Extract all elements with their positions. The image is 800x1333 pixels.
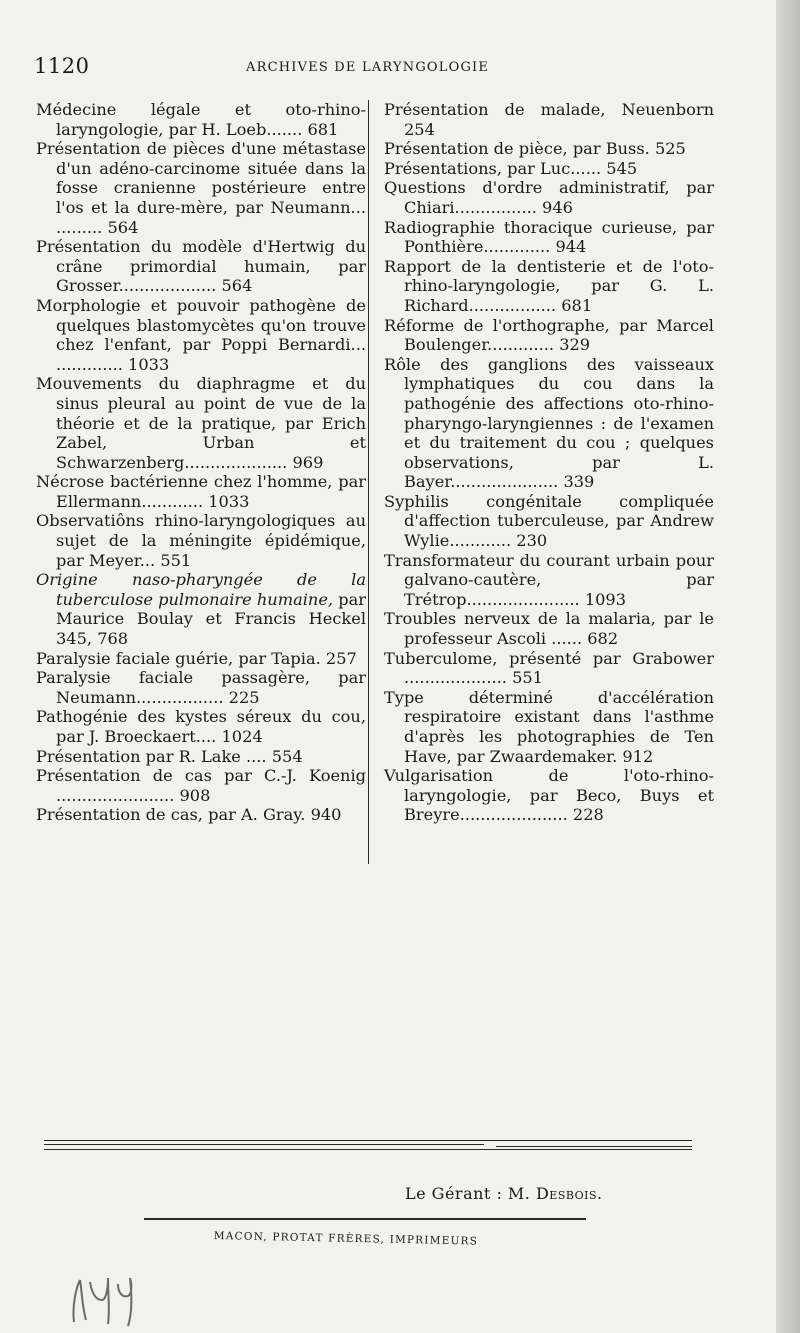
- entry-page-ref: 329: [559, 335, 591, 355]
- index-entry: [36, 747, 366, 767]
- entry-text: Mouvements du diaphragme et du sinus pleural au point de vue de la théorie et de la pratique, par Erich Zabel, Urban et Schwarzenberg....................: [36, 374, 366, 472]
- entry-page-ref: 554: [271, 746, 303, 766]
- entry-page-ref: 681: [307, 119, 339, 139]
- entry-page-ref: 525: [654, 139, 686, 159]
- entry-page-ref: 682: [587, 629, 619, 649]
- index-entry: [384, 218, 714, 257]
- index-entry: [36, 100, 366, 139]
- index-entry: [36, 296, 366, 374]
- entry-page-ref: 257: [325, 648, 357, 668]
- index-entry: [36, 649, 366, 669]
- manager-line: [405, 1184, 603, 1203]
- entry-page-ref: 1033: [128, 354, 170, 374]
- entry-text: Présentation de malade, Neuenborn: [384, 100, 714, 119]
- entry-page-ref: 345, 768: [56, 629, 129, 649]
- index-entry: [384, 551, 714, 610]
- entry-text: Présentation de pièce, par Buss.: [384, 139, 655, 159]
- entry-text: Origine naso-pharyngée de la tuberculose pulmonaire humaine, par Maurice Boulay et Francis Heckel: [36, 570, 367, 629]
- index-entry: [36, 570, 366, 648]
- index-entry: [384, 355, 714, 492]
- entry-page-ref: 564: [221, 276, 253, 296]
- index-entry: [384, 159, 714, 179]
- entry-page-ref: 1093: [584, 589, 627, 609]
- closing-rule: [44, 1149, 692, 1150]
- entry-page-ref: 1024: [221, 727, 263, 746]
- closing-rules: [44, 1136, 692, 1162]
- index-entry: [36, 707, 366, 746]
- index-entry: [384, 316, 714, 355]
- entry-page-ref: 912: [622, 746, 654, 766]
- entry-page-ref: 946: [542, 197, 573, 217]
- entry-text: Réforme de l'orthographe, par Marcel Boulenger.............: [384, 315, 714, 355]
- entry-page-ref: 944: [555, 237, 587, 257]
- entry-page-ref: 908: [179, 785, 211, 805]
- running-head: [34, 54, 714, 84]
- index-entry: [36, 668, 366, 707]
- entry-text: Morphologie et pouvoir pathogène de quelques blastomycètes qu'on trouve chez l'enfant, par Poppi Bernardi... .............: [36, 295, 366, 374]
- entry-text: Rapport de la dentisterie et de l'oto-rhino-laryngologie, par G. L. Richard.................: [384, 256, 714, 315]
- entry-text: Nécrose bactérienne chez l'homme, par Ellermann............: [36, 472, 366, 511]
- entry-page-ref: 551: [160, 550, 192, 570]
- entry-text: Type déterminé d'accélération respiratoire existant dans l'asthme d'après les photographies de Ten Have, par Zwaardemaker.: [384, 687, 714, 766]
- entry-text: Paralysie faciale passagère, par Neumann.................: [36, 668, 366, 707]
- entry-text: Syphilis congénitale compliquée d'affection tuberculeuse, par Andrew Wylie............: [384, 491, 714, 551]
- entry-text: Présentation par R. Lake ....: [36, 746, 272, 766]
- closing-rule: [44, 1144, 484, 1145]
- index-entry: [384, 649, 714, 688]
- entry-text: Troubles nerveux de la malaria, par le professeur Ascoli ......: [384, 609, 714, 649]
- entry-text: Présentation du modèle d'Hertwig du crâne primordial humain, par Grosser...................: [36, 237, 366, 296]
- printer-imprint: MACON, PROTAT FRÈRES, IMPRIMEURS: [213, 1230, 479, 1248]
- entry-page-ref: 254: [404, 119, 435, 139]
- column-divider: [368, 100, 369, 864]
- entry-page-ref: 564: [107, 217, 139, 237]
- entry-page-ref: 1033: [208, 491, 250, 511]
- index-entry: [384, 100, 714, 139]
- index-entry: [36, 511, 366, 570]
- entry-page-ref: 230: [516, 531, 548, 551]
- entry-text: Présentation de cas par C.-J. Koenig .......................: [36, 766, 366, 805]
- entry-text: Pathogénie des kystes séreux du cou, par J. Broeckaert....: [36, 707, 366, 746]
- entry-page-ref: 940: [310, 805, 342, 825]
- entry-text: Transformateur du courant urbain pour galvano-cautère, par Trétrop......................: [384, 550, 714, 609]
- manager-name: Desbois.: [535, 1184, 603, 1203]
- index-entry: [36, 374, 366, 472]
- entry-page-ref: 681: [561, 295, 593, 315]
- journal-title: ARCHIVES DE LARYNGOLOGIE: [246, 60, 490, 75]
- entry-page-ref: 339: [563, 472, 595, 492]
- entry-page-ref: 228: [572, 805, 604, 825]
- entry-text: Radiographie thoracique curieuse, par Ponthière.............: [384, 217, 714, 257]
- closing-rule: [44, 1140, 692, 1141]
- printer-rule: [144, 1218, 586, 1220]
- page-number: 1120: [34, 54, 90, 78]
- entry-text: Paralysie faciale guérie, par Tapia.: [36, 648, 326, 668]
- index-column-right: [384, 100, 714, 825]
- index-entry: [36, 139, 366, 237]
- index-entry: [384, 178, 714, 217]
- index-entry: [384, 766, 714, 825]
- entry-page-ref: 969: [292, 452, 324, 472]
- entry-text: Tuberculome, présenté par Grabower ....................: [384, 648, 714, 688]
- page-edge: [776, 0, 800, 1333]
- index-entry: [384, 139, 714, 159]
- entry-text: Présentation de pièces d'une métastase d'un adéno-carcinome située dans la fosse cranienne postérieure entre l'os et la dure-mère, par Neumann... .........: [36, 139, 366, 237]
- index-entry: [36, 472, 366, 511]
- closing-rule: [496, 1146, 692, 1147]
- entry-text: Présentation de cas, par A. Gray.: [36, 805, 311, 825]
- entry-text: Présentations, par Luc......: [384, 158, 607, 178]
- index-entry: [36, 805, 366, 825]
- entry-text: Questions d'ordre administratif, par Chiari................: [384, 178, 714, 217]
- index-entry: [384, 257, 714, 316]
- manager-label: Le Gérant : M.: [405, 1184, 536, 1203]
- handwritten-mark: [68, 1266, 148, 1328]
- entry-text: Observatiôns rhino-laryngologiques au sujet de la méningite épidémique, par Meyer...: [36, 511, 366, 570]
- index-entry: [36, 766, 366, 805]
- entry-text: Vulgarisation de l'oto-rhino-laryngologie, par Beco, Buys et Breyre.....................: [384, 766, 714, 825]
- index-entry: [384, 688, 714, 766]
- index-column-left: [36, 100, 366, 825]
- entry-page-ref: 551: [512, 668, 543, 688]
- index-entry: [384, 609, 714, 648]
- index-entry: [36, 237, 366, 296]
- entry-page-ref: 545: [606, 158, 638, 178]
- index-entry: [384, 492, 714, 551]
- entry-text: Médecine légale et oto-rhino-laryngologie, par H. Loeb.......: [36, 100, 366, 139]
- entry-text: Rôle des ganglions des vaisseaux lymphatiques du cou dans la pathogénie des affections oto-rhino-pharyngo-laryngiennes : de l'examen et du traitement du cou ; quelques observations, par L. Bayer.....................: [384, 354, 714, 492]
- entry-page-ref: 225: [228, 687, 260, 707]
